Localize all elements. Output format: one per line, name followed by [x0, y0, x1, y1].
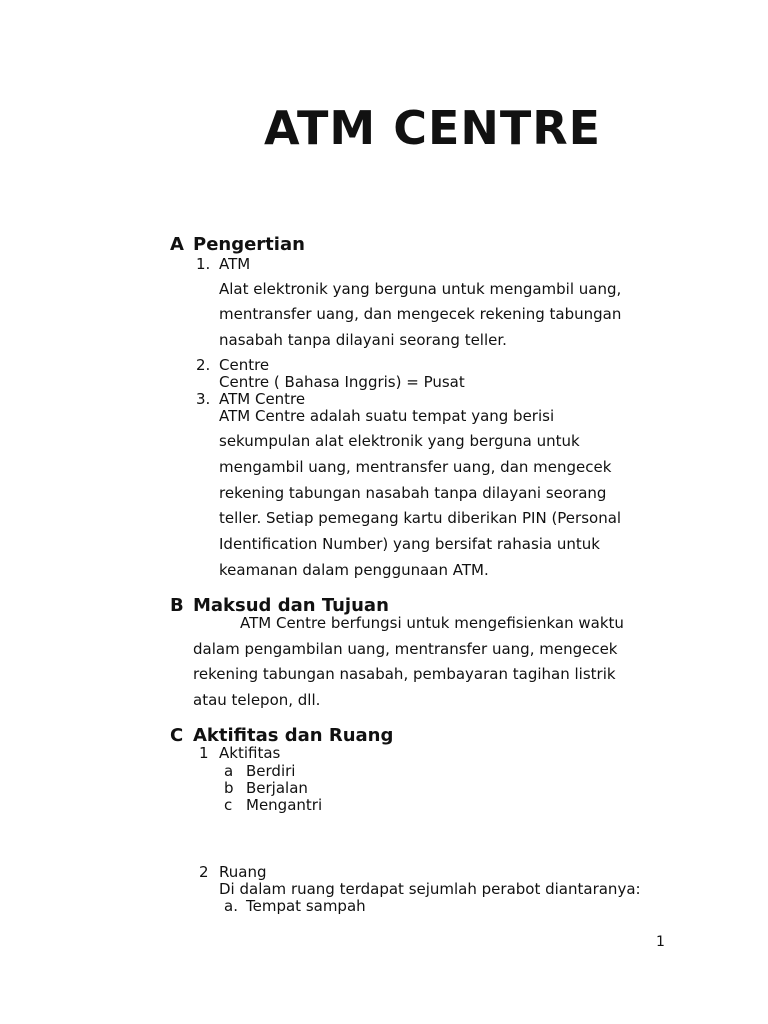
- paragraph-line: Alat elektronik yang berguna untuk mengambil uang,: [219, 280, 622, 298]
- paragraph-line: dalam pengambilan uang, mentransfer uang, mengecek: [193, 640, 618, 658]
- section-b-title: Maksud dan Tujuan: [193, 595, 389, 616]
- paragraph-line: ATM Centre adalah suatu tempat yang berisi: [219, 407, 555, 425]
- list-item-term: ATM Centre: [219, 390, 306, 408]
- list-item-number: 3.: [196, 390, 211, 408]
- paragraph-line: mengambil uang, mentransfer uang, dan mengecek: [219, 458, 612, 476]
- paragraph-line: rekening tabungan nasabah tanpa dilayani seorang: [219, 484, 607, 502]
- list-item-number: 1: [199, 744, 209, 762]
- sub-item-text: Berjalan: [246, 779, 308, 797]
- list-item-term: ATM: [219, 255, 251, 273]
- list-item-number: 1.: [196, 255, 211, 273]
- section-c-letter: C: [170, 725, 184, 746]
- paragraph-line: atau telepon, dll.: [193, 691, 321, 709]
- sub-item-text: Tempat sampah: [246, 897, 366, 915]
- paragraph-line: Identification Number) yang bersifat rahasia untuk: [219, 535, 600, 553]
- list-item-number: 2: [199, 863, 209, 881]
- sub-item-letter: b: [224, 779, 234, 797]
- paragraph-line: teller. Setiap pemegang kartu diberikan PIN (Personal: [219, 509, 622, 527]
- sub-item-letter: c: [224, 796, 233, 814]
- sub-item-text: Mengantri: [246, 796, 323, 814]
- paragraph-line: mentransfer uang, dan mengecek rekening tabungan: [219, 305, 622, 323]
- paragraph-line: Centre ( Bahasa Inggris) = Pusat: [219, 373, 465, 391]
- paragraph-line: nasabah tanpa dilayani seorang teller.: [219, 331, 507, 349]
- list-item-term: Centre: [219, 356, 270, 374]
- paragraph-line: sekumpulan alat elektronik yang berguna untuk: [219, 432, 580, 450]
- sub-item-letter: a: [224, 762, 234, 780]
- sub-item-letter: a.: [224, 897, 238, 915]
- sub-item-text: Berdiri: [246, 762, 296, 780]
- page-number: 1: [656, 934, 665, 950]
- document-title: ATM CENTRE: [264, 101, 602, 155]
- section-a-title: Pengertian: [193, 234, 305, 255]
- list-item-term: Ruang: [219, 863, 267, 881]
- section-b-letter: B: [170, 595, 184, 616]
- list-item-term: Aktifitas: [219, 744, 281, 762]
- section-a-letter: A: [170, 234, 184, 255]
- paragraph-line: rekening tabungan nasabah, pembayaran tagihan listrik: [193, 665, 616, 683]
- paragraph-line: ATM Centre berfungsi untuk mengefisienkan waktu: [240, 614, 624, 632]
- paragraph-line: Di dalam ruang terdapat sejumlah perabot diantaranya:: [219, 880, 641, 898]
- paragraph-line: keamanan dalam penggunaan ATM.: [219, 561, 489, 579]
- section-c-title: Aktifitas dan Ruang: [193, 725, 394, 746]
- list-item-number: 2.: [196, 356, 211, 374]
